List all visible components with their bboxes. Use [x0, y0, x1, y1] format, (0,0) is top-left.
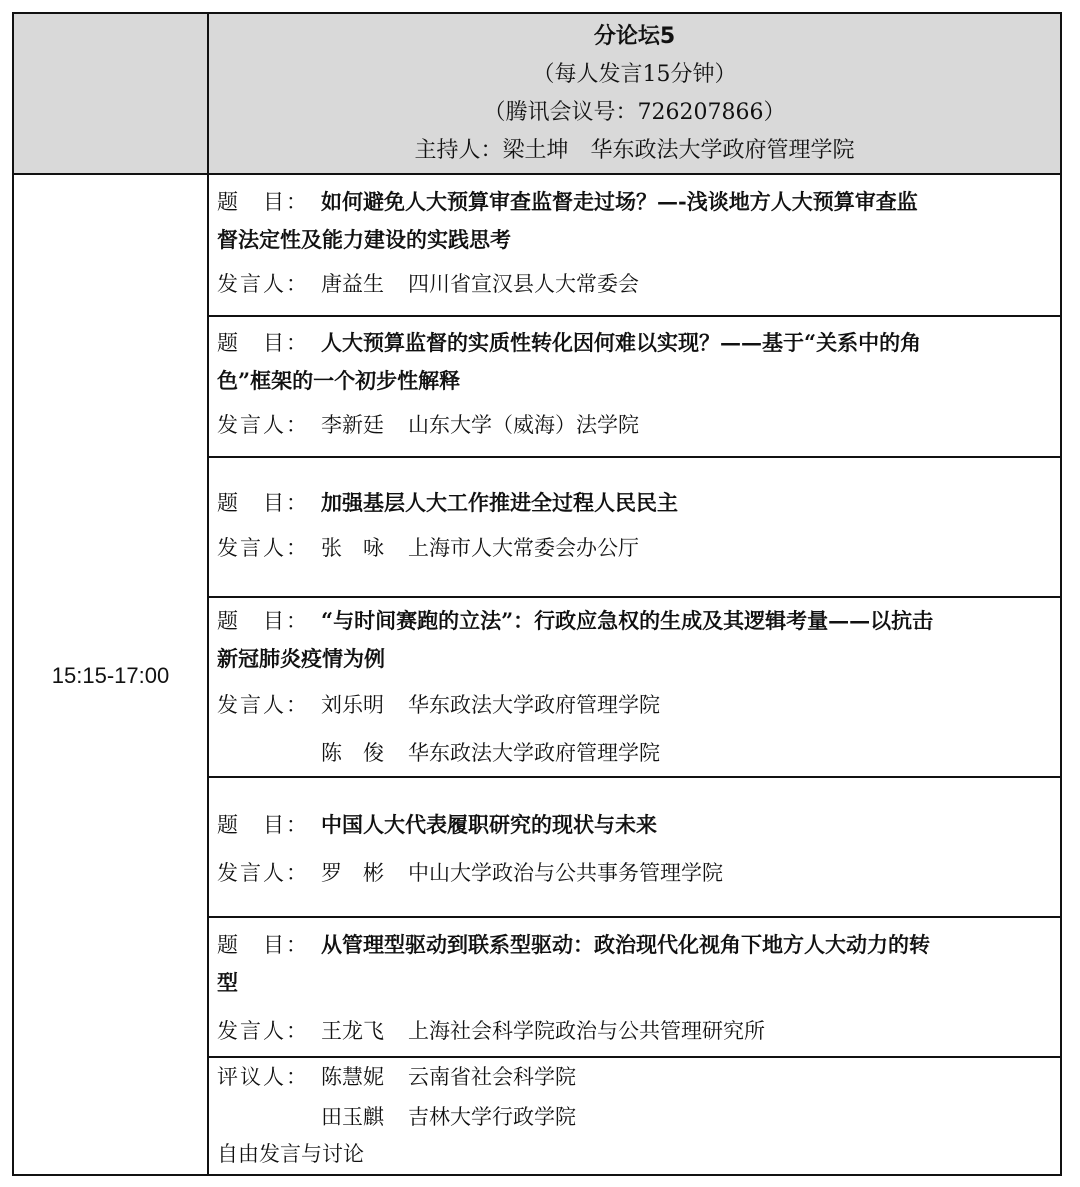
commentary-cell: [209, 1058, 1060, 1176]
forum-title: 分论坛5: [593, 24, 676, 49]
header-left-cell: [14, 14, 207, 173]
talk-title: 题 目： 人大预算监督的实质性转化因何难以实现？——基于“关系中的角 色”框架的一个初步性解释: [217, 330, 922, 393]
host-line: 主持人：梁土坤 华东政法大学政府管理学院: [414, 138, 855, 163]
speaker-line: 发言人： 李新廷 山东大学（威海）法学院: [217, 413, 639, 437]
speaker-line: 发言人： 刘乐明 华东政法大学政府管理学院: [217, 693, 660, 717]
header-cell: [209, 14, 1060, 173]
talk-cell-5: [209, 778, 1060, 916]
meeting-id: （腾讯会议号：726207866）: [483, 100, 786, 125]
time-slot: 15:15-17:00: [51, 662, 170, 688]
schedule-table: [12, 12, 1062, 1176]
talk-cell-3: [209, 458, 1060, 596]
commentator-line: 田玉麒 吉林大学行政学院: [321, 1105, 576, 1129]
speaker-line: 发言人： 罗 彬 中山大学政治与公共事务管理学院: [217, 861, 723, 885]
title-label: 题 目：: [217, 190, 309, 214]
commentator-label: 评议人：: [217, 1065, 309, 1089]
speaker-line: 发言人： 王龙飞 上海社会科学院政治与公共管理研究所: [217, 1019, 765, 1043]
talk-cell-2: [209, 317, 1060, 456]
free-discussion: 自由发言与讨论: [217, 1142, 364, 1166]
duration-note: （每人发言15分钟）: [532, 62, 737, 87]
talk-title: 题 目： 从管理型驱动到联系型驱动：政治现代化视角下地方人大动力的转 型: [217, 932, 930, 995]
talk-cell-1: [209, 175, 1060, 315]
talk-title: 题 目： 加强基层人大工作推进全过程人民民主: [217, 490, 678, 515]
speaker-line: 发言人： 张 咏 上海市人大常委会办公厅: [217, 536, 639, 560]
commentator-line: 评议人： 陈慧妮 云南省社会科学院: [217, 1058, 1056, 1096]
talk-title: 题 目： “与时间赛跑的立法”：行政应急权的生成及其逻辑考量——以抗击 新冠肺炎疫情为例: [217, 608, 934, 671]
speaker-line: 陈 俊 华东政法大学政府管理学院: [321, 741, 660, 765]
speaker-label: 发言人：: [217, 272, 309, 296]
talk-title: 题 目： 中国人大代表履职研究的现状与未来: [217, 812, 657, 837]
talk-cell-6: [209, 918, 1060, 1056]
talk-title: 题 目： 如何避免人大预算审查监督走过场？—-浅谈地方人大预算审查监 督法定性及能力建设的实践思考: [217, 183, 1056, 259]
talk-cell-4: [209, 598, 1060, 776]
speaker-line: 发言人： 唐益生 四川省宣汉县人大常委会: [217, 265, 1056, 303]
